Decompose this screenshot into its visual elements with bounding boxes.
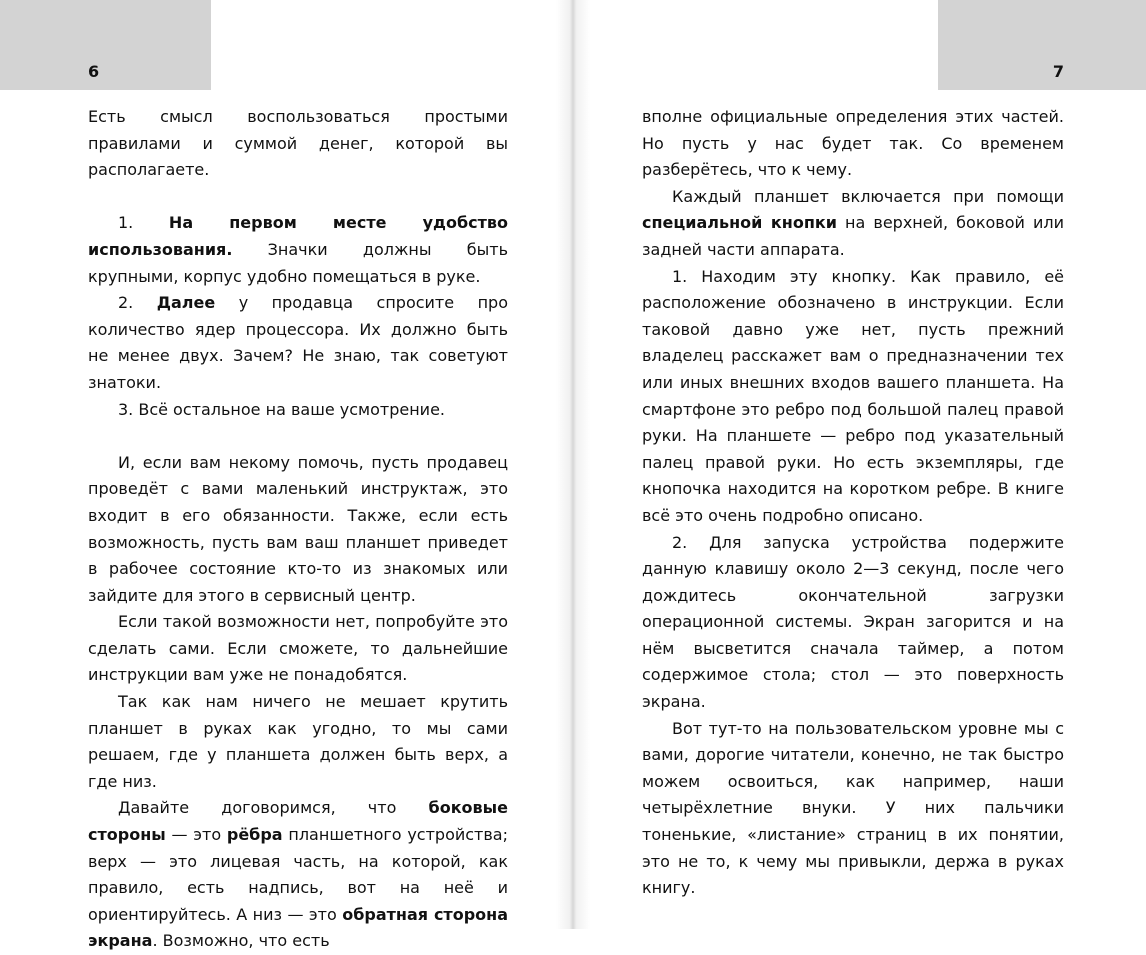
bold-text: На первом месте удобство использования. <box>88 213 508 259</box>
page-text <box>642 104 1064 902</box>
text-run: — это <box>165 825 227 845</box>
bold-text: обратная сторона экрана <box>88 904 508 951</box>
text-run: Каждый планшет включается при помощи <box>672 186 1064 206</box>
text-run: . Возможно, что есть <box>152 931 330 951</box>
text-run: на верхней, боковой или задней части аппарата. <box>642 213 1064 259</box>
list-item <box>88 290 508 396</box>
bold-text: Далее <box>156 293 216 313</box>
text-run: Давайте договоримся, что <box>118 798 429 818</box>
paragraph: Есть смысл воспользоваться простыми правилами и суммой денег, которой вы располагаете. <box>88 107 508 180</box>
list-text: у продавца спросите про количество ядер процессора. Их должно быть не менее двух. Зачем? Не знаю, так советуют знатоки. <box>88 293 508 392</box>
list-item <box>88 210 508 290</box>
left-page <box>0 0 573 951</box>
book-spine-shadow <box>556 0 590 929</box>
page-text <box>88 104 508 955</box>
page-number-tab <box>0 0 211 90</box>
page-number: 6 <box>88 62 100 81</box>
bold-text: боковые стороны <box>88 798 508 845</box>
paragraph: И, если вам некому помочь, пусть продавец проведёт с вами маленький инструктаж, это входит в его обязанности. Также, если есть возможность, пусть вам ваш планшет приведет в рабочее состояние кто-то из знакомых или зайдите для этого в сервисный центр. <box>88 452 508 605</box>
text-run: планшетного устройства; верх — это лицевая часть, на которой, как правило, есть надпись, вот на неё и ориентируйтесь. А низ — это <box>88 825 508 924</box>
list-text: Значки должны быть крупными, корпус удобно помещаться в руке. <box>88 239 508 286</box>
paragraph: вполне официальные определения этих частей. Но пусть у нас будет так. Со временем разберётесь, что к чему. <box>642 107 1064 180</box>
paragraph: Так как нам ничего не мешает крутить планшет в руках как угодно, то мы сами решаем, где у планшета должен быть верх, а где низ. <box>88 692 508 791</box>
paragraph <box>88 795 508 955</box>
page-number-tab <box>938 0 1146 90</box>
list-number: 1. <box>118 213 169 233</box>
list-item: 2. Для запуска устройства подержите данную клавишу около 2—3 секунд, после чего дождитесь окончательной загрузки операционной системы. Экран загорится и на нём высветится сначала таймер, а потом содержимое стола; стол — это поверхность экрана. <box>642 532 1064 712</box>
right-page <box>573 0 1146 929</box>
list-number: 2. <box>118 293 157 313</box>
bold-text: рёбра <box>226 825 283 845</box>
list-item: 1. Находим эту кнопку. Как правило, её расположение обозначено в инструкции. Если таковой давно уже нет, пусть прежний владелец расскажет вам о предназначении тех или иных внешних входов вашего планшета. На смартфоне это ребро под большой палец правой руки. На планшете — ребро под указательный палец правой руки. Но есть экземпляры, где кнопочка находится на коротком ребре. В книге всё это очень подробно описано. <box>642 266 1064 525</box>
bold-text: специальной кнопки <box>642 213 837 233</box>
paragraph: Если такой возможности нет, попробуйте это сделать сами. Если сможете, то дальнейшие инструкции вам уже не понадобятся. <box>88 612 508 685</box>
list-item: 3. Всё остальное на ваше усмотрение. <box>118 399 445 419</box>
page-number: 7 <box>1052 62 1064 81</box>
paragraph: Вот тут-то на пользовательском уровне мы с вами, дорогие читатели, конечно, не так быстро можем освоиться, как например, наши четырёхлетние внуки. У них пальчики тоненькие, «листание» страниц в их понятии, это не то, к чему мы привыкли, держа в руках книгу. <box>642 718 1064 898</box>
paragraph <box>642 184 1064 264</box>
